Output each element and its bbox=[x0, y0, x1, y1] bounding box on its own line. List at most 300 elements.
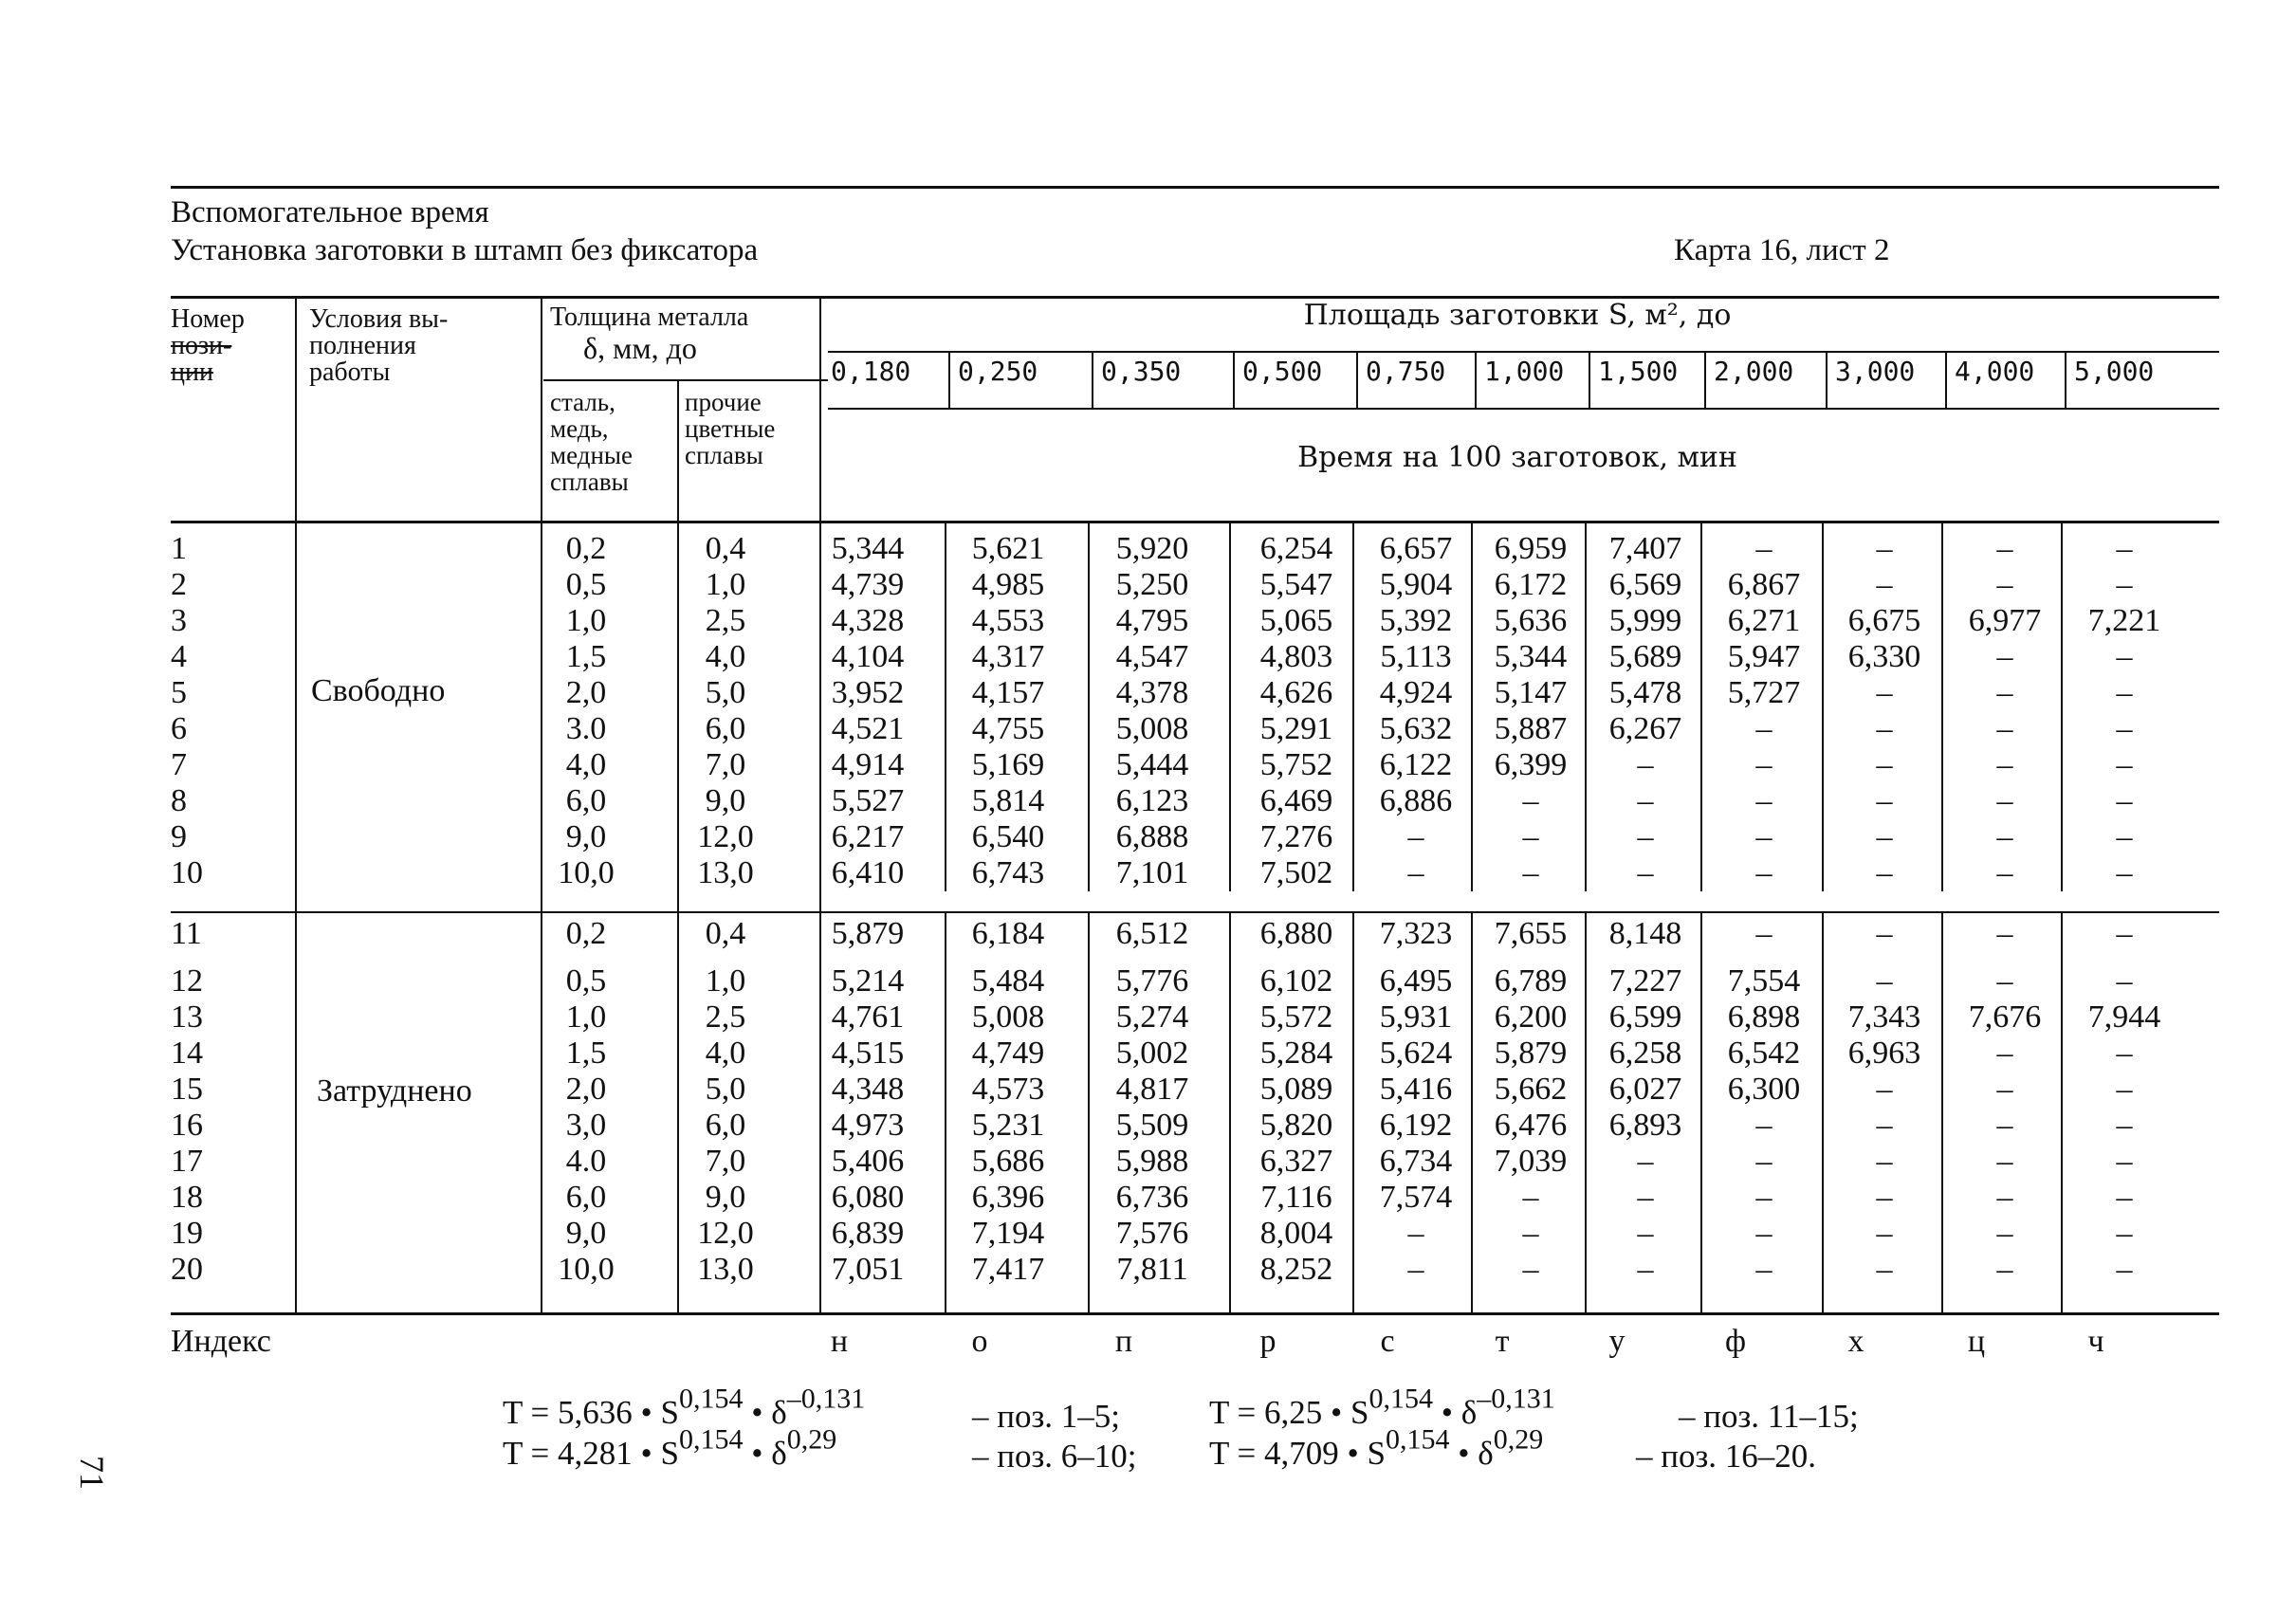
vrule-cond bbox=[541, 296, 542, 1313]
area-value-8: 3,000 bbox=[1835, 356, 1916, 387]
time-value: – bbox=[1876, 747, 1893, 782]
time-value: – bbox=[1637, 819, 1654, 854]
vrule-body-b-7 bbox=[1822, 912, 1824, 1312]
vrule-body-a-7 bbox=[1822, 523, 1824, 891]
steel-thickness: 0,2 bbox=[565, 531, 607, 566]
formula-3-base: T = 6,25 • S bbox=[1209, 1394, 1369, 1431]
time-value: 6,192 bbox=[1379, 1108, 1453, 1143]
other-thickness: 7,0 bbox=[705, 1144, 746, 1179]
time-value: 4,515 bbox=[831, 1036, 905, 1071]
time-value: 6,080 bbox=[831, 1180, 905, 1215]
steel-thickness: 9,0 bbox=[565, 819, 607, 854]
time-value: 5,291 bbox=[1259, 711, 1333, 746]
position-number: 5 bbox=[171, 675, 187, 710]
time-value: 4,626 bbox=[1259, 675, 1333, 710]
index-letter-6: у bbox=[1608, 1324, 1626, 1359]
time-value: 7,227 bbox=[1608, 963, 1682, 999]
card-label: Карта 16, лист 2 bbox=[1674, 233, 1890, 267]
time-value: 7,655 bbox=[1494, 916, 1568, 951]
formula-1-base: T = 5,636 • S bbox=[503, 1394, 679, 1431]
time-value: 5,752 bbox=[1259, 747, 1333, 782]
time-value: – bbox=[1755, 1108, 1773, 1143]
position-number: 9 bbox=[171, 819, 187, 854]
index-letter-0: н bbox=[830, 1324, 849, 1359]
time-value: 5,632 bbox=[1379, 711, 1453, 746]
vrule-body-b-6 bbox=[1700, 912, 1702, 1312]
time-value: 7,039 bbox=[1494, 1144, 1568, 1179]
steel-thickness: 10,0 bbox=[558, 1252, 615, 1287]
time-value: – bbox=[1996, 1108, 2013, 1143]
time-value: – bbox=[1637, 855, 1654, 890]
steel-thickness: 6,0 bbox=[565, 1180, 607, 1215]
time-value: – bbox=[2116, 1072, 2133, 1107]
area-value-9: 4,000 bbox=[1955, 356, 2035, 387]
other-thickness: 13,0 bbox=[697, 855, 754, 890]
vrule-body-b-8 bbox=[1941, 912, 1943, 1312]
time-value: 7,576 bbox=[1115, 1216, 1189, 1251]
time-value: 5,547 bbox=[1259, 567, 1333, 602]
vrule-body-a-6 bbox=[1700, 523, 1702, 891]
steel-column-header-line-0: сталь, bbox=[550, 388, 615, 416]
time-value: – bbox=[1522, 1252, 1539, 1287]
position-number: 13 bbox=[171, 999, 203, 1035]
time-value: – bbox=[1876, 1180, 1893, 1215]
time-value: – bbox=[1996, 567, 2013, 602]
time-value: 5,274 bbox=[1115, 999, 1189, 1035]
other-thickness: 5,0 bbox=[705, 675, 746, 710]
time-value: 6,184 bbox=[971, 916, 1045, 951]
time-value: – bbox=[1637, 1252, 1654, 1287]
time-value: 6,300 bbox=[1727, 1072, 1801, 1107]
time-value: – bbox=[1876, 916, 1893, 951]
formula-3-exp1: 0,154 bbox=[1368, 1383, 1433, 1415]
area-value-2: 0,350 bbox=[1101, 356, 1182, 387]
formula-2-range: – поз. 6–10; bbox=[972, 1438, 1137, 1475]
time-value: – bbox=[2116, 639, 2133, 674]
position-number: 15 bbox=[171, 1072, 203, 1107]
time-value: – bbox=[1522, 1180, 1539, 1215]
other-thickness: 12,0 bbox=[697, 819, 754, 854]
time-value: 7,343 bbox=[1847, 999, 1921, 1035]
time-value: – bbox=[2116, 1180, 2133, 1215]
time-value: 6,540 bbox=[971, 819, 1045, 854]
vrule-body-a-5 bbox=[1585, 523, 1587, 891]
formula-1-exp2: –0,131 bbox=[786, 1383, 866, 1415]
index-letter-1: о bbox=[971, 1324, 988, 1359]
steel-thickness: 1,0 bbox=[565, 603, 607, 638]
formula-4-exp2: 0,29 bbox=[1493, 1423, 1544, 1456]
time-value: – bbox=[2116, 1036, 2133, 1071]
vrule-body-b-5 bbox=[1585, 912, 1587, 1312]
time-value: – bbox=[2116, 711, 2133, 746]
vrule-body-a-2 bbox=[1229, 523, 1231, 891]
index-letter-10: ч bbox=[2087, 1324, 2104, 1359]
table-bottom-rule bbox=[171, 1312, 2219, 1315]
formula-2 bbox=[503, 1423, 837, 1472]
time-value: 5,931 bbox=[1379, 999, 1453, 1035]
time-value: 7,811 bbox=[1116, 1252, 1188, 1287]
index-letter-7: ф bbox=[1724, 1324, 1747, 1359]
time-value: 7,574 bbox=[1379, 1180, 1453, 1215]
area-value-6: 1,500 bbox=[1598, 356, 1679, 387]
other-thickness: 0,4 bbox=[705, 531, 746, 566]
position-number: 14 bbox=[171, 1036, 203, 1071]
formula-4-range: – поз. 16–20. bbox=[1636, 1438, 1817, 1475]
time-value: 5,392 bbox=[1379, 603, 1453, 638]
time-value: 7,407 bbox=[1608, 531, 1682, 566]
time-value: 4,573 bbox=[971, 1072, 1045, 1107]
vrule-steel bbox=[677, 379, 679, 1313]
time-value: 6,657 bbox=[1379, 531, 1453, 566]
time-value: 5,662 bbox=[1494, 1072, 1568, 1107]
header-line-1: Вспомогательное время bbox=[171, 195, 489, 229]
time-value: 5,250 bbox=[1115, 567, 1189, 602]
steel-thickness: 0,2 bbox=[565, 916, 607, 951]
steel-thickness: 9,0 bbox=[565, 1216, 607, 1251]
time-value: 6,254 bbox=[1259, 531, 1333, 566]
time-value: 7,417 bbox=[971, 1252, 1045, 1287]
time-value: 5,484 bbox=[971, 963, 1045, 999]
vrule-body-a-3 bbox=[1352, 523, 1354, 891]
index-letter-8: х bbox=[1847, 1324, 1864, 1359]
time-value: 6,736 bbox=[1115, 1180, 1189, 1215]
time-value: – bbox=[1407, 819, 1424, 854]
time-value: 5,820 bbox=[1259, 1108, 1333, 1143]
position-number: 12 bbox=[171, 963, 203, 999]
time-value: 6,396 bbox=[971, 1180, 1045, 1215]
vrule-area-6 bbox=[1704, 351, 1706, 408]
time-value: – bbox=[2116, 531, 2133, 566]
time-value: 5,947 bbox=[1727, 639, 1801, 674]
time-value: – bbox=[1996, 819, 2013, 854]
steel-thickness: 10,0 bbox=[558, 855, 615, 890]
time-value: 6,886 bbox=[1379, 783, 1453, 818]
time-value: 4,553 bbox=[971, 603, 1045, 638]
position-number: 1 bbox=[171, 531, 187, 566]
position-number: 18 bbox=[171, 1180, 203, 1215]
time-value: – bbox=[1637, 1144, 1654, 1179]
index-letter-4: с bbox=[1380, 1324, 1395, 1359]
vrule-body-b-2 bbox=[1229, 912, 1231, 1312]
time-value: 4,157 bbox=[971, 675, 1045, 710]
position-column-header-line-1: пози- bbox=[171, 331, 232, 360]
time-value: 4,547 bbox=[1115, 639, 1189, 674]
time-value: – bbox=[1996, 639, 2013, 674]
area-value-10: 5,000 bbox=[2074, 356, 2155, 387]
conditions-column-header-line-2: работы bbox=[309, 357, 391, 387]
time-value: 6,217 bbox=[831, 819, 905, 854]
time-value: – bbox=[2116, 747, 2133, 782]
position-number: 3 bbox=[171, 603, 187, 638]
time-value: – bbox=[1876, 783, 1893, 818]
other-thickness: 6,0 bbox=[705, 711, 746, 746]
steel-thickness: 0,5 bbox=[565, 567, 607, 602]
time-value: 7,554 bbox=[1727, 963, 1801, 999]
vrule-body-b-4 bbox=[1471, 912, 1473, 1312]
time-value: – bbox=[1755, 1180, 1773, 1215]
time-value: 6,469 bbox=[1259, 783, 1333, 818]
time-value: 6,880 bbox=[1259, 916, 1333, 951]
time-value: – bbox=[2116, 783, 2133, 818]
time-value: – bbox=[1755, 783, 1773, 818]
header-line-2: Установка заготовки в штамп без фиксатора bbox=[171, 233, 759, 267]
vrule-area-8 bbox=[1945, 351, 1947, 408]
steel-column-header-line-2: медные bbox=[550, 441, 634, 469]
area-value-4: 0,750 bbox=[1366, 356, 1446, 387]
time-value: 4,749 bbox=[971, 1036, 1045, 1071]
position-number: 4 bbox=[171, 639, 187, 674]
time-value: 6,898 bbox=[1727, 999, 1801, 1035]
time-value: 5,214 bbox=[831, 963, 905, 999]
time-value: 5,904 bbox=[1379, 567, 1453, 602]
time-value: 5,776 bbox=[1115, 963, 1189, 999]
time-value: – bbox=[2116, 963, 2133, 999]
time-value: – bbox=[1755, 747, 1773, 782]
time-value: – bbox=[1755, 819, 1773, 854]
formula-4-mid: • δ bbox=[1458, 1435, 1494, 1472]
time-value: – bbox=[2116, 1144, 2133, 1179]
time-value: 6,410 bbox=[831, 855, 905, 890]
area-value-7: 2,000 bbox=[1714, 356, 1794, 387]
time-value: – bbox=[1407, 855, 1424, 890]
time-value: 5,344 bbox=[1494, 639, 1568, 674]
table-top-rule bbox=[171, 296, 2219, 299]
time-value: 6,734 bbox=[1379, 1144, 1453, 1179]
formula-1-range: – поз. 1–5; bbox=[972, 1398, 1121, 1435]
time-value: 4,317 bbox=[971, 639, 1045, 674]
other-thickness: 5,0 bbox=[705, 1072, 746, 1107]
time-value: 5,999 bbox=[1608, 603, 1682, 638]
other-thickness: 0,4 bbox=[705, 916, 746, 951]
time-value: 5,344 bbox=[831, 531, 905, 566]
time-value: 5,406 bbox=[831, 1144, 905, 1179]
position-number: 16 bbox=[171, 1108, 203, 1143]
time-value: 6,399 bbox=[1494, 747, 1568, 782]
steel-thickness: 3,0 bbox=[565, 1108, 607, 1143]
other-thickness: 12,0 bbox=[697, 1216, 754, 1251]
steel-thickness: 4,0 bbox=[565, 747, 607, 782]
time-value: – bbox=[1637, 783, 1654, 818]
position-column-header-line-2: ции bbox=[171, 357, 213, 387]
time-value: 5,002 bbox=[1115, 1036, 1189, 1071]
time-value: 4,803 bbox=[1259, 639, 1333, 674]
steel-thickness: 4.0 bbox=[565, 1144, 607, 1179]
condition-label-hard: Затруднено bbox=[317, 1073, 472, 1109]
time-value: 4,755 bbox=[971, 711, 1045, 746]
area-title: Площадь заготовки S, м², до bbox=[1303, 299, 1732, 332]
area-value-5: 1,000 bbox=[1484, 356, 1565, 387]
vrule-area-1 bbox=[1092, 351, 1093, 408]
vrule-area-2 bbox=[1233, 351, 1235, 408]
formula-2-mid: • δ bbox=[751, 1435, 787, 1472]
time-value: 6,867 bbox=[1727, 567, 1801, 602]
index-letter-5: т bbox=[1495, 1324, 1510, 1359]
steel-thickness: 1,5 bbox=[565, 639, 607, 674]
conditions-column-header-line-0: Условия вы- bbox=[309, 304, 449, 334]
time-value: 6,599 bbox=[1608, 999, 1682, 1035]
time-value: 5,008 bbox=[971, 999, 1045, 1035]
area-value-0: 0,180 bbox=[831, 356, 911, 387]
time-value: – bbox=[1996, 1252, 2013, 1287]
area-value-1: 0,250 bbox=[958, 356, 1038, 387]
time-value: 5,879 bbox=[831, 916, 905, 951]
steel-thickness: 2,0 bbox=[565, 675, 607, 710]
index-label: Индекс bbox=[171, 1324, 271, 1359]
area-value-3: 0,500 bbox=[1242, 356, 1323, 387]
time-value: 5,478 bbox=[1608, 675, 1682, 710]
time-value: 7,276 bbox=[1259, 819, 1333, 854]
time-value: – bbox=[2116, 1216, 2133, 1251]
time-value: 6,327 bbox=[1259, 1144, 1333, 1179]
time-value: 4,328 bbox=[831, 603, 905, 638]
other-thickness: 4,0 bbox=[705, 1036, 746, 1071]
position-number: 11 bbox=[171, 916, 202, 951]
time-value: – bbox=[1876, 1216, 1893, 1251]
time-value: 6,569 bbox=[1608, 567, 1682, 602]
steel-column-header-line-1: медь, bbox=[550, 414, 609, 443]
time-value: 6,122 bbox=[1379, 747, 1453, 782]
time-value: – bbox=[1996, 783, 2013, 818]
formula-3-mid: • δ bbox=[1441, 1394, 1478, 1431]
time-value: 6,675 bbox=[1847, 603, 1921, 638]
time-value: 7,101 bbox=[1115, 855, 1189, 890]
time-value: – bbox=[1755, 1216, 1773, 1251]
time-value: 6,271 bbox=[1727, 603, 1801, 638]
top-rule bbox=[171, 186, 2219, 189]
time-value: 4,521 bbox=[831, 711, 905, 746]
thickness-line-0: Толщина металла bbox=[550, 302, 749, 332]
time-title: Время на 100 заготовок, мин bbox=[1297, 441, 1737, 474]
formula-1-exp1: 0,154 bbox=[678, 1383, 744, 1415]
time-value: 6,542 bbox=[1727, 1036, 1801, 1071]
time-value: – bbox=[1876, 531, 1893, 566]
other-alloys-column-header-line-1: цветные bbox=[685, 414, 776, 443]
time-value: – bbox=[1996, 1216, 2013, 1251]
other-thickness: 7,0 bbox=[705, 747, 746, 782]
time-value: – bbox=[1996, 1180, 2013, 1215]
time-value: 7,944 bbox=[2087, 999, 2161, 1035]
other-thickness: 4,0 bbox=[705, 639, 746, 674]
formula-4 bbox=[1209, 1423, 1544, 1472]
time-value: – bbox=[1755, 1252, 1773, 1287]
area-values-bottom-rule bbox=[828, 408, 2219, 410]
conditions-column-header-line-1: полнения bbox=[309, 331, 416, 360]
time-value: 5,509 bbox=[1115, 1108, 1189, 1143]
steel-thickness: 1,0 bbox=[565, 999, 607, 1035]
index-letter-9: ц bbox=[1967, 1324, 1986, 1359]
vrule-body-a-9 bbox=[2061, 523, 2063, 891]
time-value: 5,887 bbox=[1494, 711, 1568, 746]
time-value: 4,817 bbox=[1115, 1072, 1189, 1107]
position-number: 2 bbox=[171, 567, 187, 602]
time-value: – bbox=[1522, 819, 1539, 854]
time-value: 5,527 bbox=[831, 783, 905, 818]
position-number: 8 bbox=[171, 783, 187, 818]
formula-1-mid: • δ bbox=[751, 1394, 787, 1431]
time-value: 4,924 bbox=[1379, 675, 1453, 710]
time-value: 5,920 bbox=[1115, 531, 1189, 566]
vrule-pos bbox=[295, 296, 297, 1313]
other-thickness: 9,0 bbox=[705, 1180, 746, 1215]
time-value: – bbox=[1755, 531, 1773, 566]
position-number: 10 bbox=[171, 855, 203, 890]
other-thickness: 2,5 bbox=[705, 999, 746, 1035]
time-value: 8,148 bbox=[1608, 916, 1682, 951]
time-value: – bbox=[1996, 711, 2013, 746]
time-value: 4,973 bbox=[831, 1108, 905, 1143]
vrule-body-a-0 bbox=[945, 523, 946, 891]
time-value: 5,689 bbox=[1608, 639, 1682, 674]
other-thickness: 1,0 bbox=[705, 567, 746, 602]
time-value: – bbox=[1755, 916, 1773, 951]
time-value: 5,727 bbox=[1727, 675, 1801, 710]
time-value: 7,676 bbox=[1968, 999, 2042, 1035]
time-value: 7,116 bbox=[1260, 1180, 1332, 1215]
vrule-thick bbox=[819, 296, 821, 1313]
position-column-header-line-0: Номер bbox=[171, 304, 245, 334]
time-value: 6,476 bbox=[1494, 1108, 1568, 1143]
time-value: 4,739 bbox=[831, 567, 905, 602]
area-values-top-rule bbox=[828, 351, 2219, 353]
other-alloys-column-header-line-2: сплавы bbox=[685, 441, 763, 469]
time-value: 4,348 bbox=[831, 1072, 905, 1107]
time-value: – bbox=[1522, 1216, 1539, 1251]
time-value: – bbox=[1876, 1108, 1893, 1143]
time-value: 7,194 bbox=[971, 1216, 1045, 1251]
thickness-line-1: δ, мм, до bbox=[583, 331, 697, 365]
time-value: 4,378 bbox=[1115, 675, 1189, 710]
formula-3-range: – поз. 11–15; bbox=[1679, 1398, 1859, 1435]
time-value: 5,572 bbox=[1259, 999, 1333, 1035]
time-value: 6,893 bbox=[1608, 1108, 1682, 1143]
time-value: – bbox=[1876, 855, 1893, 890]
time-value: 5,444 bbox=[1115, 747, 1189, 782]
time-value: 3,952 bbox=[831, 675, 905, 710]
vrule-area-5 bbox=[1589, 351, 1590, 408]
time-value: 5,624 bbox=[1379, 1036, 1453, 1071]
time-value: 6,172 bbox=[1494, 567, 1568, 602]
time-value: 6,743 bbox=[971, 855, 1045, 890]
steel-thickness: 3.0 bbox=[565, 711, 607, 746]
time-value: – bbox=[2116, 567, 2133, 602]
time-value: 6,102 bbox=[1259, 963, 1333, 999]
time-value: 7,051 bbox=[831, 1252, 905, 1287]
time-value: – bbox=[1876, 711, 1893, 746]
time-value: 5,147 bbox=[1494, 675, 1568, 710]
steel-thickness: 1,5 bbox=[565, 1036, 607, 1071]
time-value: – bbox=[1996, 963, 2013, 999]
time-value: 5,814 bbox=[971, 783, 1045, 818]
formula-3-exp2: –0,131 bbox=[1477, 1383, 1555, 1415]
condition-label-free: Свободно bbox=[311, 673, 446, 708]
time-value: 6,495 bbox=[1379, 963, 1453, 999]
time-value: 8,252 bbox=[1259, 1252, 1333, 1287]
vrule-body-b-1 bbox=[1088, 912, 1090, 1312]
time-value: – bbox=[1522, 855, 1539, 890]
vrule-body-a-4 bbox=[1471, 523, 1473, 891]
time-value: 6,789 bbox=[1494, 963, 1568, 999]
time-value: – bbox=[1755, 855, 1773, 890]
other-thickness: 9,0 bbox=[705, 783, 746, 818]
time-value: 5,231 bbox=[971, 1108, 1045, 1143]
other-thickness: 13,0 bbox=[697, 1252, 754, 1287]
position-number: 20 bbox=[171, 1252, 203, 1287]
time-value: – bbox=[1996, 1072, 2013, 1107]
time-value: 6,267 bbox=[1608, 711, 1682, 746]
time-value: – bbox=[1755, 1144, 1773, 1179]
time-value: 4,761 bbox=[831, 999, 905, 1035]
index-letter-2: п bbox=[1114, 1324, 1133, 1359]
